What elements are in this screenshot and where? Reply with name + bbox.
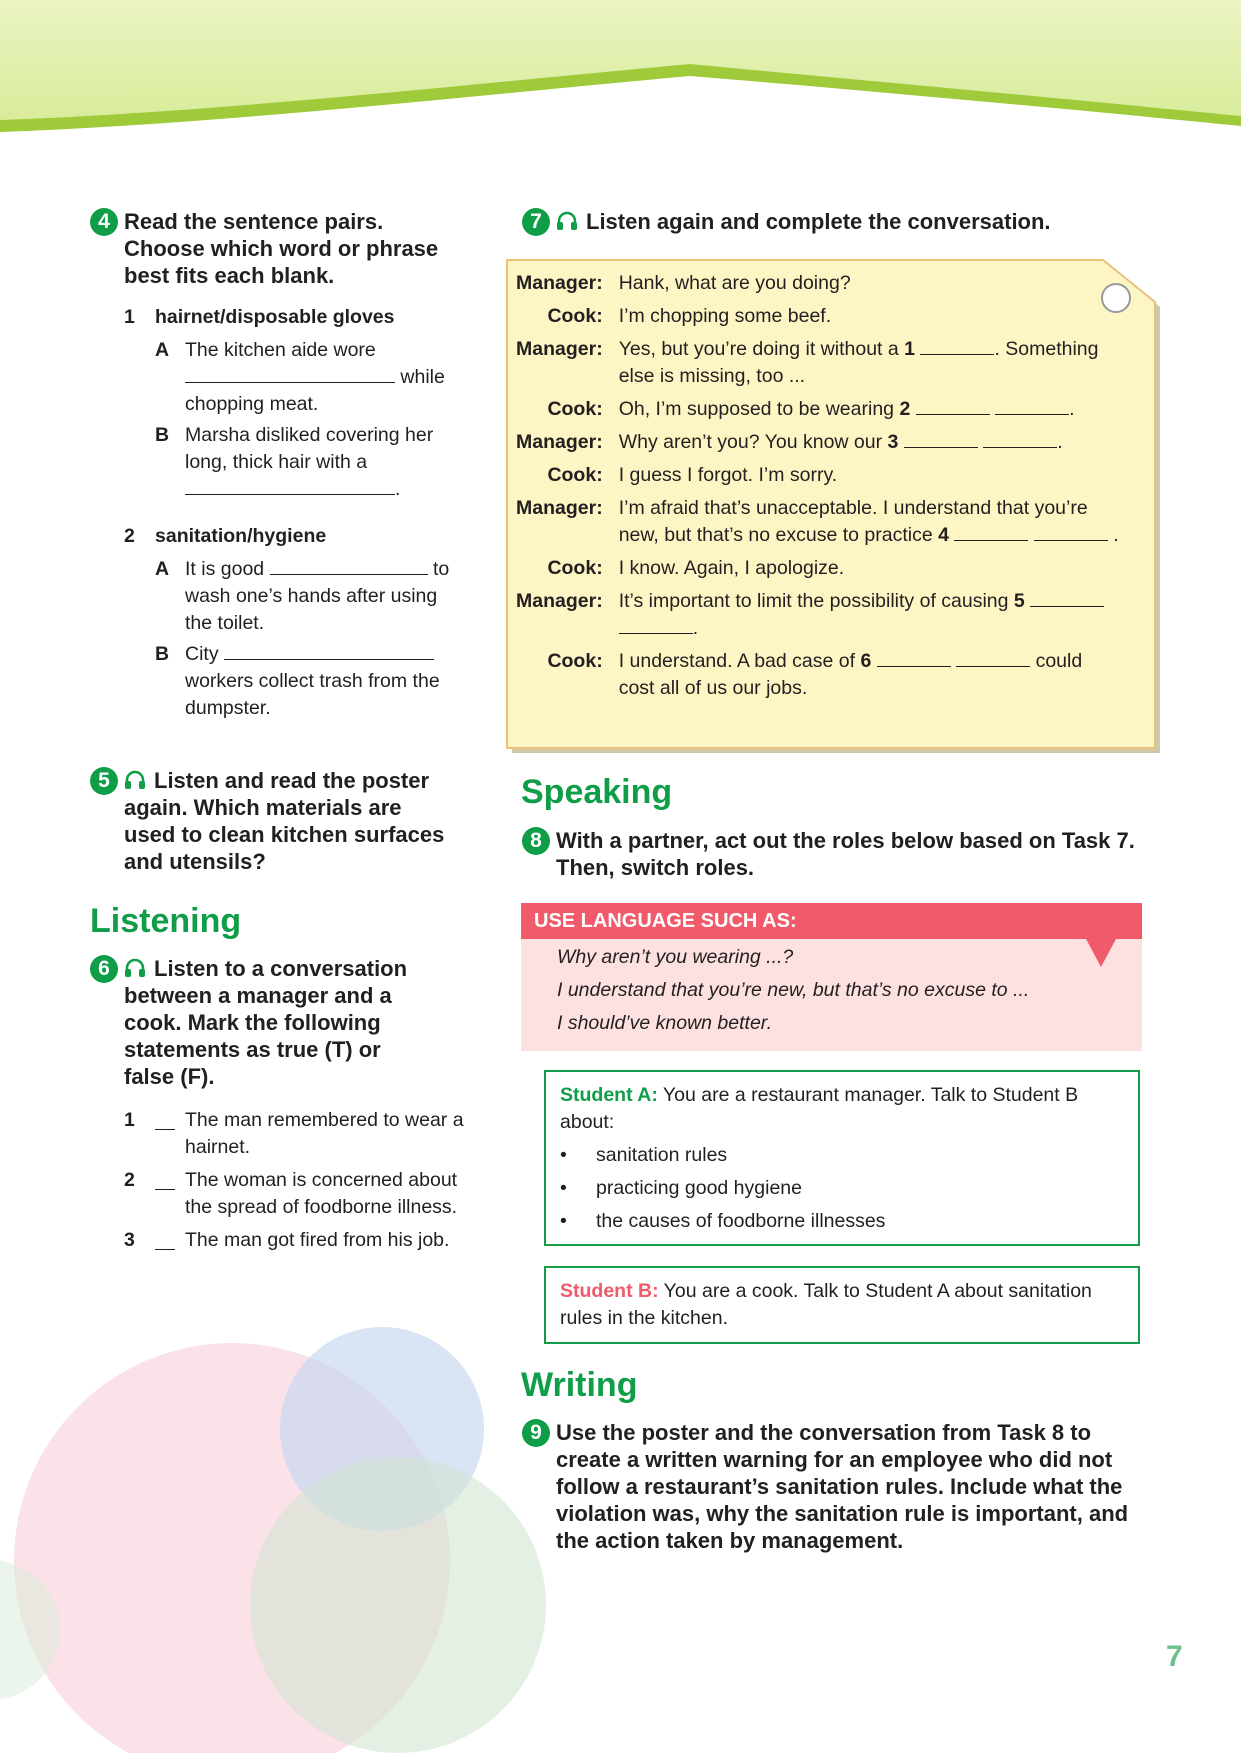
sentence-a: A It is good to wash one’s hands after using the toilet. — [155, 558, 450, 634]
headphones-icon[interactable] — [124, 958, 146, 978]
student-a-card: Student A: You are a restaurant manager. Talk to Student B about: • sanitation rules • practicing good hygiene • the causes of foodborne illnesses — [544, 1070, 1140, 1246]
bullet-item: • practicing good hygiene — [560, 1175, 1124, 1202]
answer-blank[interactable] — [877, 648, 951, 667]
item-heading: 2 sanitation/hygiene — [124, 525, 327, 547]
task-number-badge: 4 — [90, 208, 118, 236]
section-heading-speaking: Speaking — [521, 773, 673, 811]
task-6-instruction: Listen to a conversation between a manager and a cook. Mark the following statements as true (T) or false (F). — [124, 956, 408, 1089]
statement-list — [124, 1107, 464, 1254]
task-9 — [522, 1419, 1142, 1559]
conversation-line: Cook: I know. Again, I apologize. — [547, 557, 845, 579]
answer-blank[interactable] — [956, 648, 1030, 667]
answer-blank[interactable] — [920, 336, 994, 355]
answer-blank[interactable] — [954, 522, 1028, 541]
task-7 — [522, 208, 1202, 238]
conversation-table — [516, 268, 1119, 706]
section-heading-listening: Listening — [90, 902, 242, 940]
task-6 — [90, 955, 470, 1095]
headphones-icon[interactable] — [124, 770, 146, 790]
triangle-marker — [1085, 937, 1117, 969]
task-5 — [90, 767, 470, 877]
answer-blank[interactable] — [983, 429, 1057, 448]
language-phrase: I should’ve known better. — [557, 1012, 772, 1034]
task-5-instruction: Listen and read the poster again. Which materials are used to clean kitchen surfaces and utensils? — [124, 768, 445, 874]
bullet-item: • the causes of foodborne illnesses — [560, 1208, 1124, 1235]
conversation-line: Cook: I understand. A bad case of 6 could cost all of us our jobs. — [547, 650, 1083, 699]
answer-blank[interactable] — [270, 556, 428, 575]
task-number-badge: 7 — [522, 208, 550, 236]
conversation-line: Cook: I guess I forgot. I’m sorry. — [547, 464, 838, 486]
conversation-line: Manager: Yes, but you’re doing it without a 1 . Something else is missing, too ... — [516, 338, 1099, 387]
answer-blank[interactable] — [185, 476, 395, 495]
task-number-badge: 9 — [522, 1419, 550, 1447]
item-heading: 1 hairnet/disposable gloves — [124, 306, 395, 328]
answer-blank[interactable] — [185, 364, 395, 383]
sentence-b: B City workers collect trash from the dumpster. — [155, 643, 440, 719]
task-9-instruction: Use the poster and the conversation from Task 8 to create a written warning for an employee who did not follow a restaurant’s sanitation rules. Include what the violation was, why the sanitation rule is important, and the action taken by management. — [556, 1420, 1129, 1553]
answer-blank[interactable] — [619, 615, 693, 634]
conversation-line: Cook: I’m chopping some beef. — [547, 305, 832, 327]
task-4 — [90, 208, 470, 288]
language-phrase: I understand that you’re new, but that’s no excuse to ... — [557, 979, 1030, 1001]
language-phrase: Why aren’t you wearing ...? — [557, 946, 794, 968]
decorative-circles — [0, 1300, 560, 1753]
bullet-item: • sanitation rules — [560, 1142, 1124, 1169]
statement-item: 1 The man remembered to wear a hairnet. — [124, 1109, 464, 1158]
conversation-line: Cook: Oh, I’m supposed to be wearing 2 . — [547, 398, 1075, 420]
headphones-icon[interactable] — [556, 211, 578, 231]
answer-blank[interactable] — [1034, 522, 1108, 541]
task-number-badge: 8 — [522, 827, 550, 855]
conversation-line: Manager: I’m afraid that’s unacceptable. I understand that you’re new, but that’s no excuse to practice 4 . — [516, 497, 1119, 546]
task-7-instruction: Listen again and complete the conversation. — [586, 209, 1051, 234]
answer-blank[interactable] — [1030, 588, 1104, 607]
task-4-instruction: Read the sentence pairs. Choose which word or phrase best fits each blank. — [124, 209, 439, 288]
student-a-label: Student A: — [560, 1084, 658, 1106]
conversation-line: Manager: Why aren’t you? You know our 3 . — [516, 431, 1063, 453]
student-b-label: Student B: — [560, 1280, 659, 1302]
answer-blank[interactable] — [224, 641, 434, 660]
section-heading-writing: Writing — [521, 1366, 638, 1404]
answer-blank[interactable] — [916, 396, 990, 415]
task-8 — [522, 827, 1162, 887]
page-number: 7 — [1166, 1640, 1183, 1673]
header-band — [0, 0, 1241, 140]
statement-item: 2 The woman is concerned about the spread of foodborne illness. — [124, 1169, 458, 1218]
tf-blank[interactable] — [155, 1171, 175, 1190]
language-box — [521, 903, 1142, 1051]
sentence-a: A The kitchen aide wore while chopping meat. — [155, 339, 445, 415]
tf-blank[interactable] — [155, 1111, 175, 1130]
conversation-line: Manager: Hank, what are you doing? — [516, 272, 851, 294]
language-box-title: USE LANGUAGE SUCH AS: — [521, 903, 1142, 939]
student-b-card: Student B: You are a cook. Talk to Student A about sanitation rules in the kitchen. — [544, 1266, 1140, 1344]
answer-blank[interactable] — [995, 396, 1069, 415]
task-8-instruction: With a partner, act out the roles below based on Task 7. Then, switch roles. — [556, 828, 1135, 880]
task-4-items — [124, 304, 464, 722]
answer-blank[interactable] — [904, 429, 978, 448]
task-number-badge: 6 — [90, 955, 118, 983]
task-number-badge: 5 — [90, 767, 118, 795]
sentence-b: B Marsha disliked covering her long, thick hair with a . — [155, 424, 434, 500]
language-phrases — [521, 939, 1142, 1040]
conversation-line: Manager: It’s important to limit the possibility of causing 5 . — [516, 586, 1119, 646]
tf-blank[interactable] — [155, 1231, 175, 1250]
statement-item: 3 The man got fired from his job. — [124, 1229, 450, 1251]
conversation — [516, 268, 1146, 706]
